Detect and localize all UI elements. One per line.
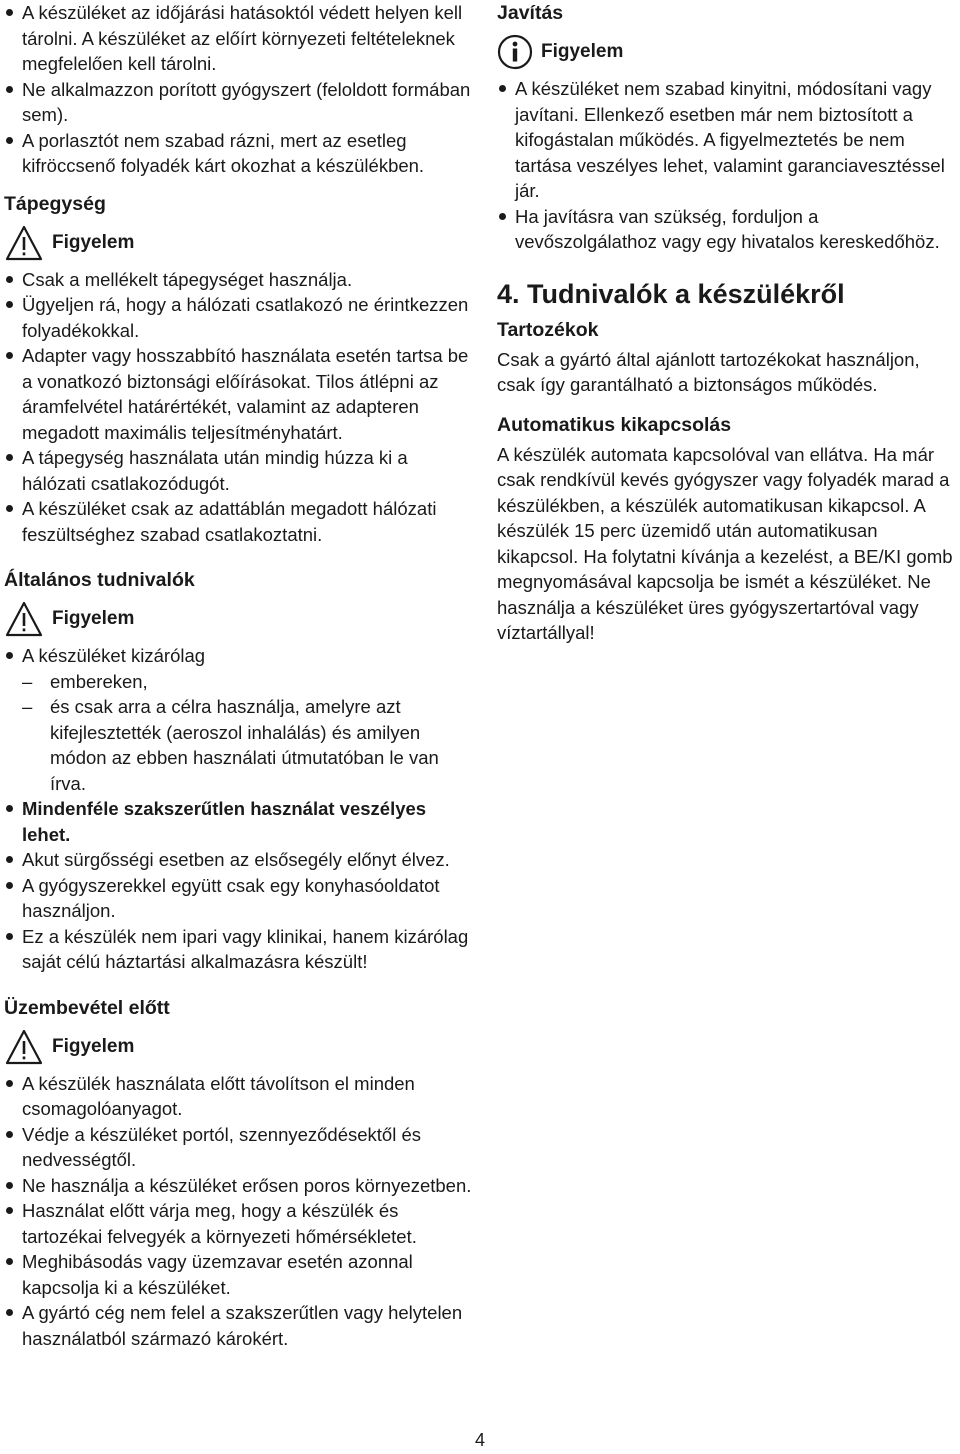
- list-item: Csak a mellékelt tápegységet használja.: [4, 267, 474, 293]
- general-heading: Általános tudnivalók: [4, 569, 195, 591]
- list-item: Meghibásodás vagy üzemzavar esetén azonnal kapcsolja ki a készüléket.: [4, 1249, 474, 1300]
- power-list: [4, 267, 474, 548]
- list-item: Védje a készüléket portól, szennyeződésektől és nedvességtől.: [4, 1122, 474, 1173]
- sub-item-text: embereken,: [50, 670, 148, 692]
- list-item: A gyártó cég nem felel a szakszerűtlen vagy helytelen használatból származó károkért.: [4, 1300, 474, 1351]
- power-warning: [4, 223, 474, 263]
- startup-warning: [4, 1027, 474, 1067]
- warning-icon: [4, 224, 44, 262]
- dash: –: [22, 696, 33, 717]
- accessories-heading: Tartozékok: [497, 318, 599, 341]
- repair-heading: Javítás: [497, 2, 564, 24]
- power-heading: Tápegység: [4, 192, 106, 215]
- info-icon: [497, 34, 533, 70]
- list-item: A készüléket az időjárási hatásoktól védett helyen kell tárolni. A készüléket az előírt környezeti feltételeknek megfelelően kell tárolni.: [4, 0, 474, 77]
- dash: –: [22, 670, 33, 692]
- list-item: A porlasztót nem szabad rázni, mert az esetleg kifröccsenő folyadék kárt okozhat a készülékben.: [4, 128, 474, 179]
- list-item: Ne használja a készüléket erősen poros környezetben.: [4, 1173, 474, 1199]
- section-title: 4. Tudnivalók a készülékről: [497, 278, 845, 309]
- repair-info: [497, 32, 959, 72]
- auto-off-text: A készülék automata kapcsolóval van ellátva. Ha már csak rendkívül kevés gyógyszer vagy folyadék marad a készülékben, a készülék automatikusan kikapcsol. A készülék 15 perc üzemidő után automatikusan kikapcsol. Ha folytatni kívánja a kezelést, a BE/KI gomb megnyomásával kapcsolja be ismét a készüléket. Ne használja a készüléket üres gyógyszertartóval vagy víztartállyal!: [497, 443, 953, 643]
- list-item: Ez a készülék nem ipari vagy klinikai, hanem kizárólag saját célú háztartási alkalmazásra készült!: [4, 924, 474, 975]
- general-warning: [4, 599, 474, 639]
- intro-list: [4, 0, 474, 179]
- startup-heading: Üzembevétel előtt: [4, 996, 170, 1019]
- accessories-text: Csak a gyártó által ajánlott tartozékokat használjon, csak így garantálható a biztonságos működés.: [497, 348, 920, 395]
- info-label: Figyelem: [541, 41, 624, 63]
- left-column: [4, 0, 474, 1351]
- list-item: Ne alkalmazzon porított gyógyszert (feloldott formában sem).: [4, 77, 474, 128]
- list-item: Ügyeljen rá, hogy a hálózati csatlakozó ne érintkezzen folyadékokkal.: [4, 292, 474, 343]
- list-item: Használat előtt várja meg, hogy a készülék és tartozékai felvegyék a környezeti hőmérsékletet.: [4, 1198, 474, 1249]
- list-item: A készülék használata előtt távolítson el minden csomagolóanyagot.: [4, 1071, 474, 1122]
- list-item: Akut sürgősségi esetben az elsősegély előnyt élvez.: [4, 847, 474, 873]
- warning-icon: [4, 600, 44, 638]
- startup-list: [4, 1071, 474, 1352]
- list-item: A készüléket kizárólag: [4, 643, 474, 669]
- list-item: A készüléket csak az adattáblán megadott hálózati feszültséghez szabad csatlakoztatni.: [4, 496, 474, 547]
- list-item: A készüléket nem szabad kinyitni, módosítani vagy javítani. Ellenkező esetben már nem biztosított a kifogástalan működés. A figyelmeztetés be nem tartása veszélyes lehet, valamint garanciavesztéssel jár.: [497, 76, 959, 204]
- auto-off-heading: Automatikus kikapcsolás: [497, 413, 732, 436]
- warning-label: Figyelem: [52, 1035, 135, 1057]
- list-item: A tápegység használata után mindig húzza ki a hálózati csatlakozódugót.: [4, 445, 474, 496]
- list-item: Adapter vagy hosszabbító használata esetén tartsa be a vonatkozó biztonsági előírásokat. Tilos átlépni az áramfelvétel határértékét, valamint az adapteren megadott maximális teljesítményhatárt.: [4, 343, 474, 445]
- sub-item-text: és csak arra a célra használja, amelyre azt kifejlesztették (aeroszol inhalálás) és amilyen módon az ebben használati útmutatóban le van írva.: [50, 696, 439, 794]
- repair-list: [497, 76, 959, 255]
- sub-list-item: [4, 669, 474, 695]
- list-item: Mindenféle szakszerűtlen használat veszélyes lehet.: [4, 796, 474, 847]
- list-item: Ha javításra van szükség, forduljon a vevőszolgálathoz vagy egy hivatalos kereskedőhöz.: [497, 204, 959, 255]
- sub-list-item: [4, 694, 474, 796]
- warning-label: Figyelem: [52, 608, 135, 630]
- page-number: 4: [474, 1430, 485, 1450]
- right-column: [497, 0, 959, 646]
- general-list: [4, 643, 474, 975]
- warning-icon: [4, 1028, 44, 1066]
- list-item: A gyógyszerekkel együtt csak egy konyhasóoldatot használjon.: [4, 873, 474, 924]
- warning-label: Figyelem: [52, 231, 135, 253]
